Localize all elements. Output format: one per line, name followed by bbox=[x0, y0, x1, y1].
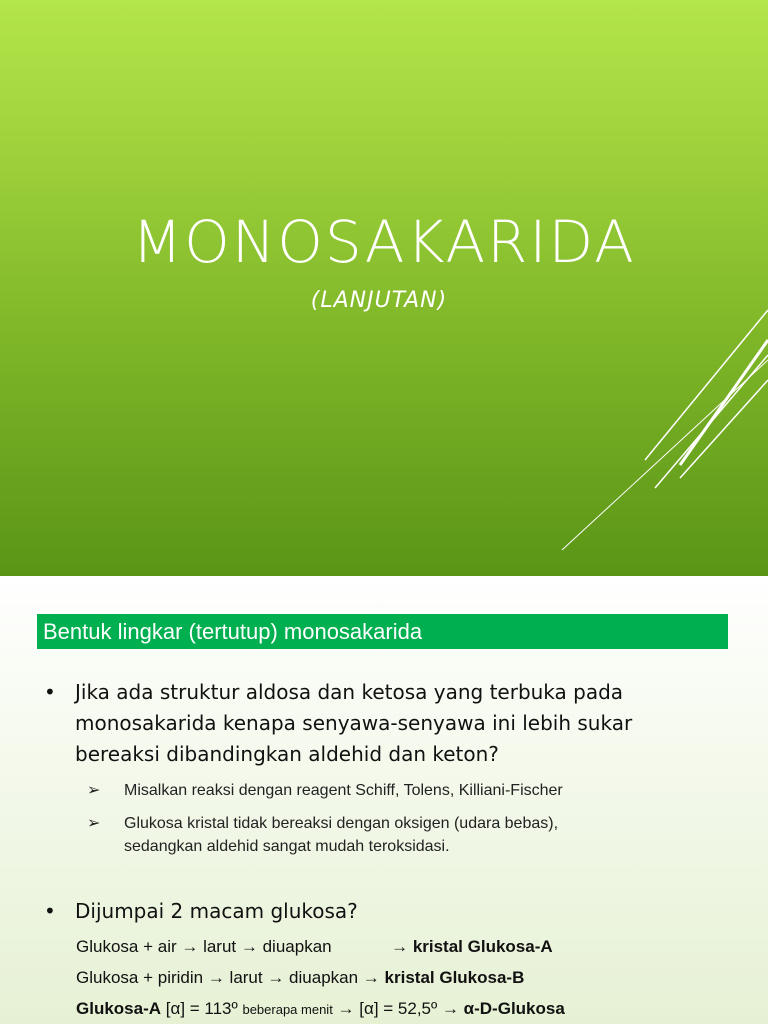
bullet-text bbox=[75, 677, 715, 770]
deco-line bbox=[645, 310, 768, 460]
equation-result: kristal Glukosa-A bbox=[412, 937, 553, 956]
bullet-dot: • bbox=[44, 899, 56, 923]
bullet-text: Dijumpai 2 macam glukosa? bbox=[75, 899, 358, 923]
bullet-line: bereaksi dibandingkan aldehid dan keton? bbox=[75, 742, 499, 766]
equation-part: Glukosa-A bbox=[76, 999, 162, 1018]
sub-bullet-line: sedangkan aldehid sangat mudah teroksidasi. bbox=[124, 838, 450, 855]
equation-note: beberapa menit bbox=[242, 1002, 333, 1017]
deco-line bbox=[562, 360, 768, 550]
slide-title: MONOSAKARIDA bbox=[132, 208, 636, 276]
arrow-icon: → bbox=[391, 937, 409, 956]
arrow-bullet-icon: ➢ bbox=[87, 782, 101, 799]
slide-subtitle: (LANJUTAN) bbox=[310, 288, 448, 313]
equation-part: [α] = 113º bbox=[165, 999, 238, 1018]
arrow-bullet-icon: ➢ bbox=[87, 815, 101, 832]
deco-line bbox=[680, 340, 768, 465]
equation-result: kristal Glukosa-B bbox=[384, 968, 525, 987]
equation-line bbox=[76, 935, 553, 959]
content-slide bbox=[0, 576, 768, 1024]
equation-part: Glukosa + air → larut → diuapkan bbox=[76, 937, 332, 956]
equation-part: Glukosa + piridin → larut → diuapkan → bbox=[76, 968, 380, 987]
bullet-dot: • bbox=[44, 680, 56, 704]
deco-line bbox=[655, 355, 768, 488]
equation-line bbox=[76, 966, 524, 990]
equation-result: α-D-Glukosa bbox=[463, 999, 565, 1018]
equation-part: → [α] = 52,5º → bbox=[337, 999, 459, 1018]
equation-line bbox=[76, 997, 565, 1022]
section-header: Bentuk lingkar (tertutup) monosakarida bbox=[37, 614, 728, 649]
sub-bullet-line: Glukosa kristal tidak bereaksi dengan oksigen (udara bebas), bbox=[124, 815, 559, 832]
bullet-line: Jika ada struktur aldosa dan ketosa yang terbuka pada bbox=[75, 680, 624, 704]
sub-bullet-text bbox=[124, 812, 704, 858]
sub-bullet-text: Misalkan reaksi dengan reagent Schiff, Tolens, Killiani-Fischer bbox=[124, 782, 563, 799]
bullet-line: monosakarida kenapa senyawa-senyawa ini lebih sukar bbox=[75, 711, 633, 735]
